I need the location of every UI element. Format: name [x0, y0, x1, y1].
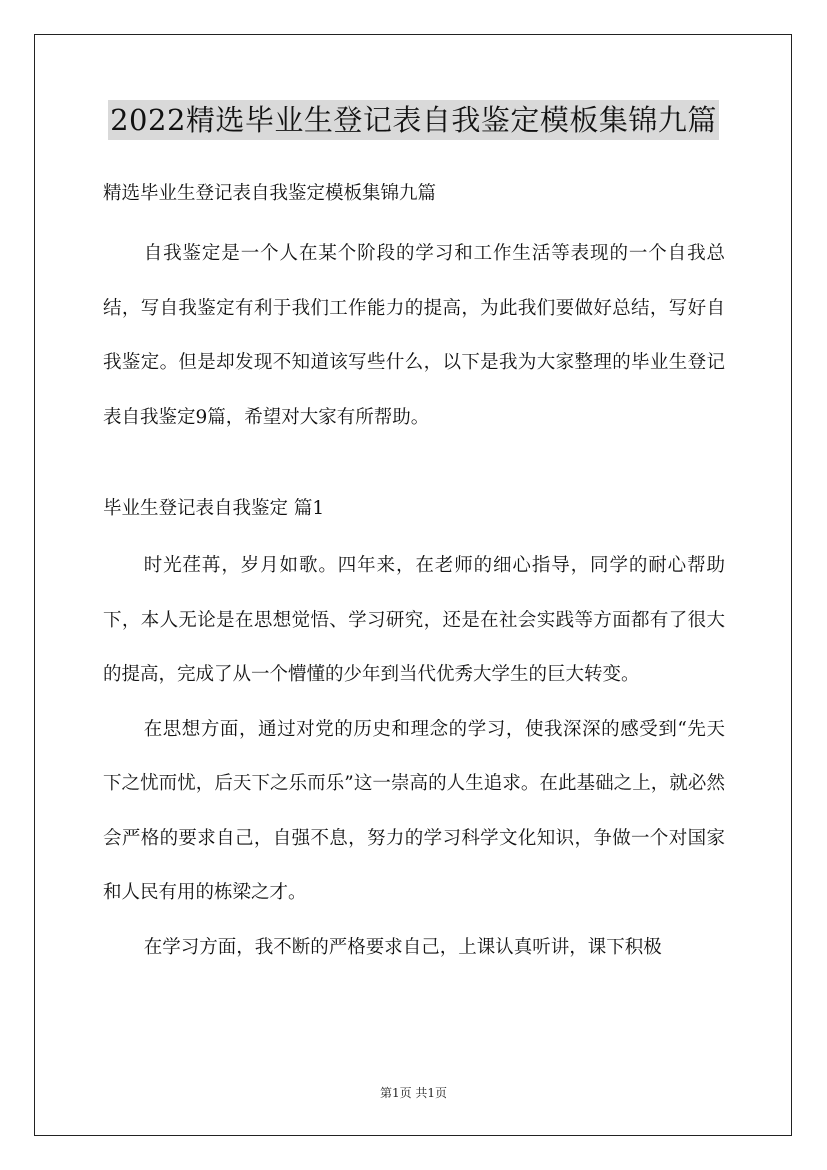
page-footer — [0, 1084, 827, 1101]
page-number: 第1页 共1页 — [379, 1086, 448, 1100]
intro-paragraph: 自我鉴定是一个人在某个阶段的学习和工作生活等表现的一个自我总结，写自我鉴定有利于我们工作能力的提高，为此我们要做好总结，写好自我鉴定。但是却发现不知道该写些什么，以下是我为大家整理的毕业生登记表自我鉴定9篇，希望对大家有所帮助。 — [103, 243, 725, 428]
document-subtitle: 精选毕业生登记表自我鉴定模板集锦九篇 — [103, 183, 437, 204]
body-paragraph: 在思想方面，通过对党的历史和理念的学习，使我深深的感受到“先天下之忧而忧，后天下之乐而乐”这一崇高的人生追求。在此基础之上，就必然会严格的要求自己，自强不息，努力的学习科学文化知识，争做一个对国家和人民有用的栋梁之才。 — [103, 718, 725, 903]
body-paragraph: 时光荏苒，岁月如歌。四年来，在老师的细心指导，同学的耐心帮助下，本人无论是在思想觉悟、学习研究，还是在社会实践等方面都有了很大的提高，完成了从一个懵懂的少年到当代优秀大学生的巨大转变。 — [103, 555, 725, 685]
document-body — [103, 176, 725, 975]
body-paragraph: 在学习方面，我不断的严格要求自己，上课认真听讲，课下积极 — [143, 936, 662, 958]
section-heading: 毕业生登记表自我鉴定 篇1 — [103, 498, 325, 519]
title-container — [0, 100, 827, 140]
document-title: 2022精选毕业生登记表自我鉴定模板集锦九篇 — [108, 100, 719, 140]
